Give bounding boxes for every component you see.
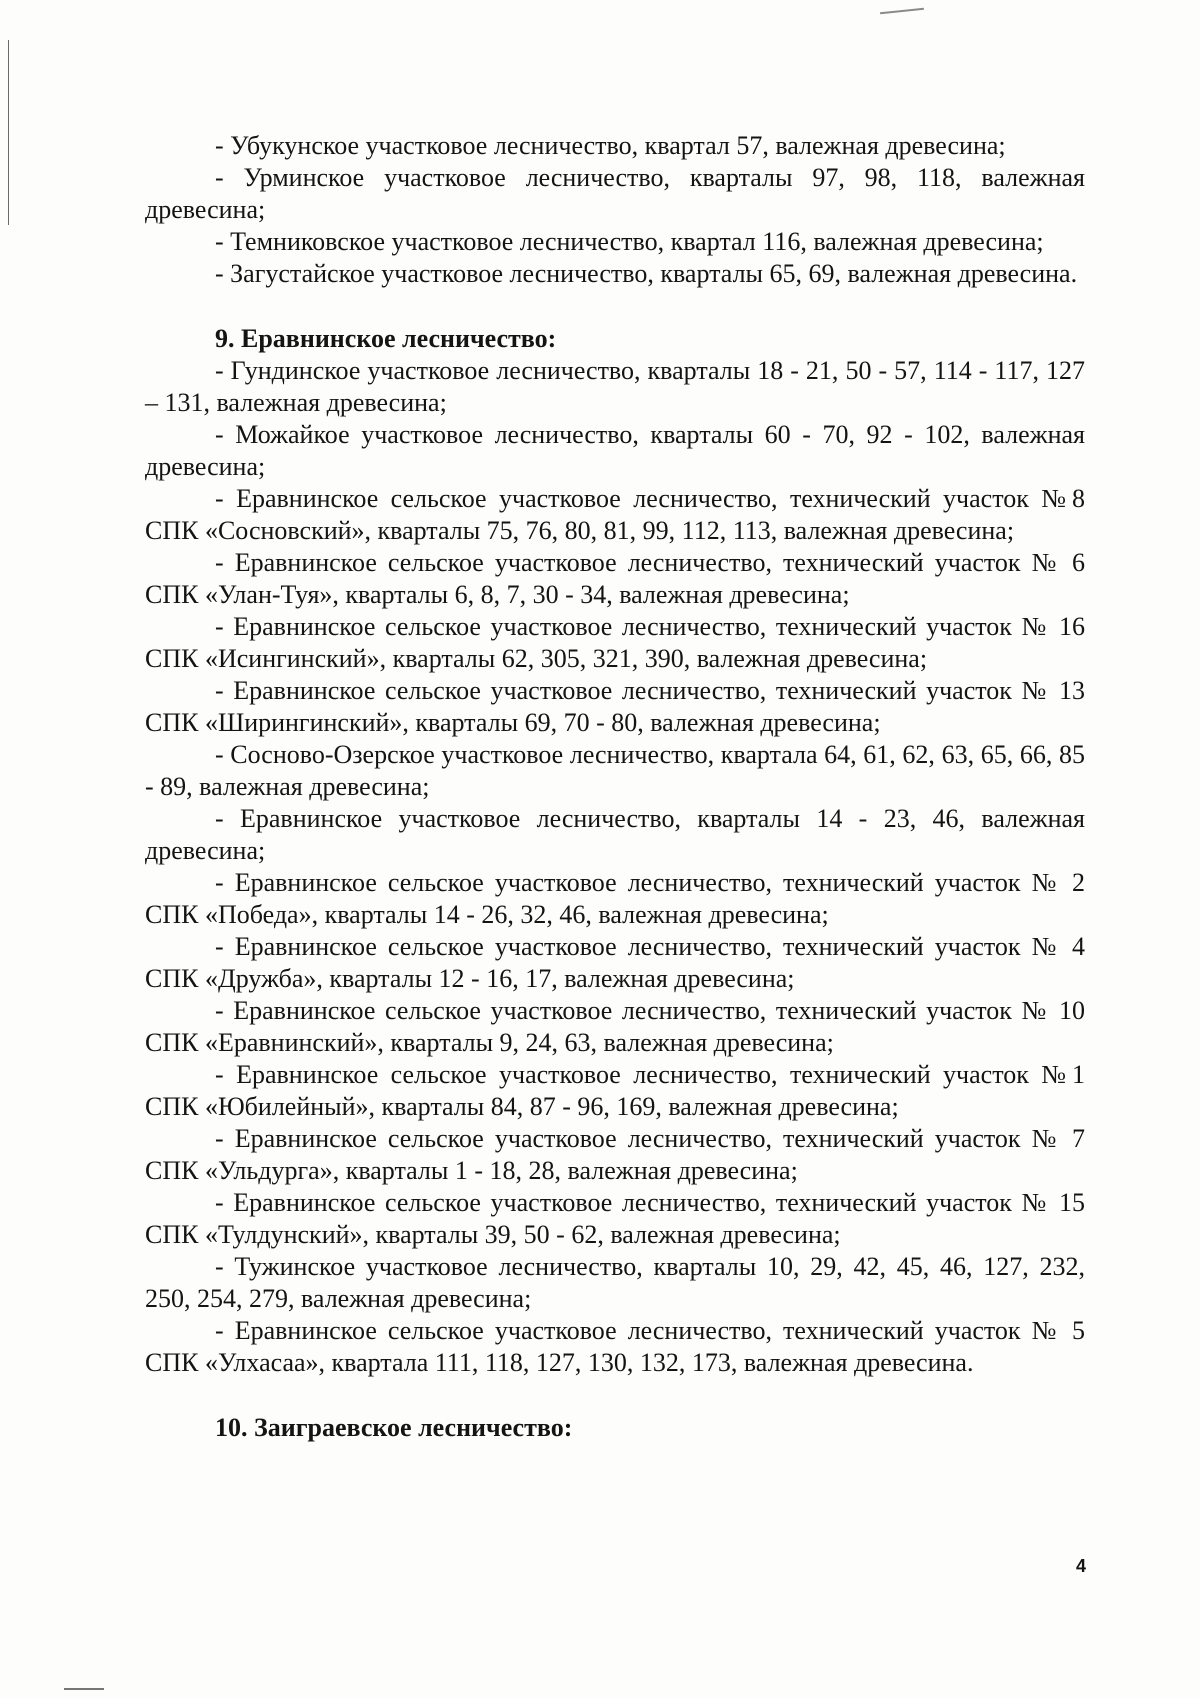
list-item: - Еравнинское сельское участковое лесничество, технический участок № 13 СПК «Ширингинский», кварталы 69, 70 - 80, валежная древесина; [145, 676, 1085, 737]
list-item: - Сосново-Озерское участковое лесничество, квартала 64, 61, 62, 63, 65, 66, 85 - 89, валежная древесина; [145, 740, 1085, 801]
list-item: - Еравнинское сельское участковое лесничество, технический участок №1 СПК «Юбилейный», кварталы 84, 87 - 96, 169, валежная древесина; [145, 1060, 1085, 1121]
list-item: - Еравнинское сельское участковое лесничество, технический участок № 6 СПК «Улан-Туя», кварталы 6, 8, 7, 30 - 34, валежная древесина; [145, 548, 1085, 609]
list-item: - Еравнинское сельское участковое лесничество, технический участок № 7 СПК «Ульдурга», кварталы 1 - 18, 28, валежная древесина; [145, 1124, 1085, 1185]
list-item: - Убукунское участковое лесничество, квартал 57, валежная древесина; [215, 131, 1006, 160]
list-item: - Урминское участковое лесничество, кварталы 97, 98, 118, валежная древесина; [145, 163, 1085, 224]
document-body [145, 130, 1085, 1444]
scan-artifact-mark [880, 8, 924, 15]
section-heading: 10. Заиграевское лесничество: [215, 1413, 573, 1442]
list-item: - Еравнинское сельское участковое лесничество, технический участок №8 СПК «Сосновский», кварталы 75, 76, 80, 81, 99, 112, 113, валежная древесина; [145, 484, 1085, 545]
list-item: - Тужинское участковое лесничество, кварталы 10, 29, 42, 45, 46, 127, 232, 250, 254, 279, валежная древесина; [145, 1252, 1085, 1313]
list-item: - Еравнинское сельское участковое лесничество, технический участок № 4 СПК «Дружба», кварталы 12 - 16, 17, валежная древесина; [145, 932, 1085, 993]
scan-artifact-mark [64, 1688, 104, 1690]
list-item: - Еравнинское сельское участковое лесничество, технический участок № 16 СПК «Исингинский», кварталы 62, 305, 321, 390, валежная древесина; [145, 612, 1085, 673]
list-item: - Еравнинское сельское участковое лесничество, технический участок № 2 СПК «Победа», кварталы 14 - 26, 32, 46, валежная древесина; [145, 868, 1085, 929]
section-eravninskoe [145, 323, 1085, 1379]
list-item: - Еравнинское сельское участковое лесничество, технический участок № 5 СПК «Улхасаа», квартала 111, 118, 127, 130, 132, 173, валежная древесина. [145, 1316, 1085, 1377]
list-item: - Еравнинское сельское участковое лесничество, технический участок № 10 СПК «Еравнинский», кварталы 9, 24, 63, валежная древесина; [145, 996, 1085, 1057]
list-item: - Еравнинское участковое лесничество, кварталы 14 - 23, 46, валежная древесина; [145, 804, 1085, 865]
scan-artifact-line [8, 40, 9, 225]
list-item: - Гундинское участковое лесничество, кварталы 18 - 21, 50 - 57, 114 - 117, 127 – 131, валежная древесина; [145, 356, 1085, 417]
list-item: - Загустайское участковое лесничество, кварталы 65, 69, валежная древесина. [215, 259, 1078, 288]
section-continuation [145, 130, 1085, 290]
list-item: - Можайкое участковое лесничество, кварталы 60 - 70, 92 - 102, валежная древесина; [145, 420, 1085, 481]
page-number: 4 [1076, 1556, 1087, 1576]
list-item: - Еравнинское сельское участковое лесничество, технический участок № 15 СПК «Тулдунский», кварталы 39, 50 - 62, валежная древесина; [145, 1188, 1085, 1249]
section-heading: 9. Еравнинское лесничество: [215, 324, 557, 353]
section-zaigraevskoe [145, 1412, 1085, 1444]
list-item: - Темниковское участковое лесничество, квартал 116, валежная древесина; [215, 227, 1044, 256]
